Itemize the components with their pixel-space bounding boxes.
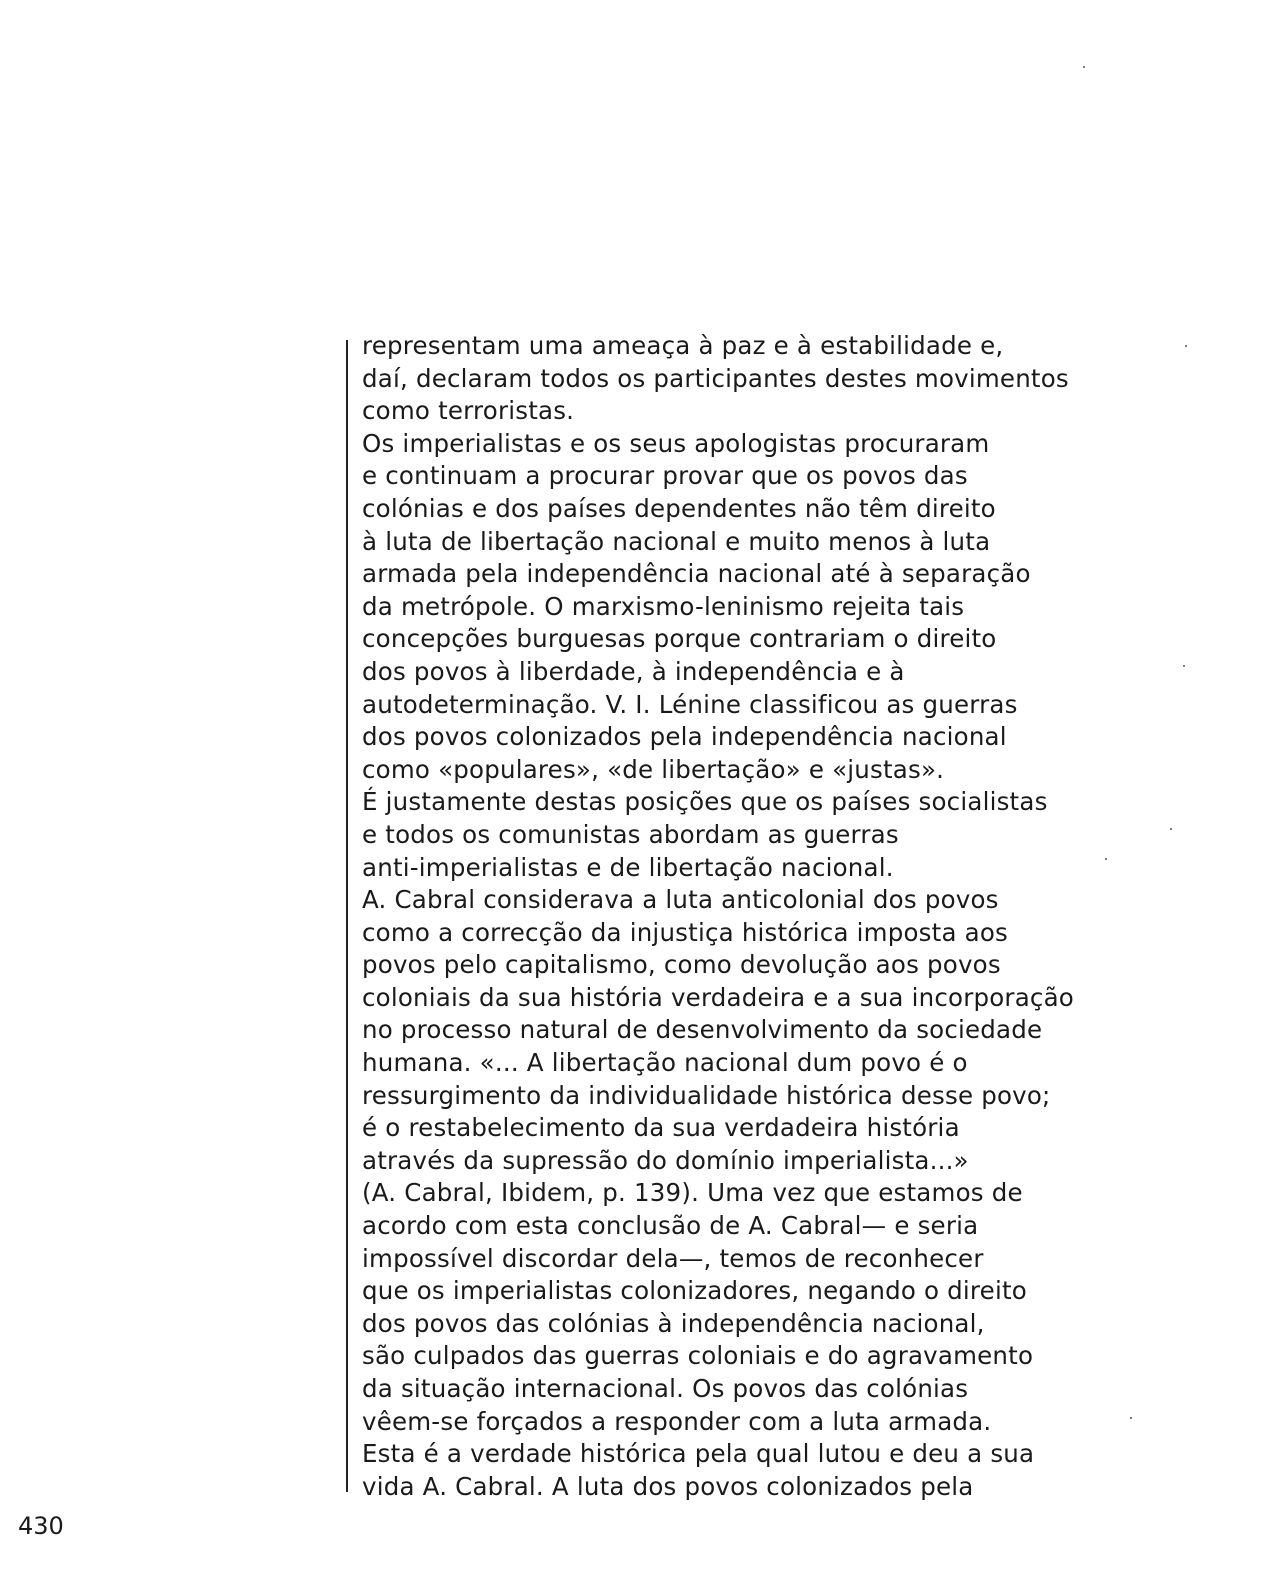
text-line: Os imperialistas e os seus apologistas procuraram [362, 428, 990, 458]
text-line: acordo com esta conclusão de A. Cabral— e seria [362, 1211, 979, 1241]
text-line: É justamente destas posições que os países socialistas [362, 787, 1048, 817]
scan-speck [1185, 345, 1187, 347]
text-line: como a correcção da injustiça histórica imposta aos [362, 917, 1009, 947]
text-line: Esta é a verdade histórica pela qual lutou e deu a sua [362, 1439, 1035, 1469]
text-line: como «populares», «de libertação» e «justas». [362, 754, 945, 784]
text-line: são culpados das guerras coloniais e do agravamento [362, 1341, 1034, 1371]
text-line: e continuam a procurar provar que os povos das [362, 461, 968, 491]
text-line: coloniais da sua história verdadeira e a sua incorporação [362, 982, 1074, 1012]
scan-speck [1170, 828, 1172, 830]
text-line: ressurgimento da individualidade histórica desse povo; [362, 1080, 1051, 1110]
text-line: representam uma ameaça à paz e à estabilidade e, [362, 331, 1004, 360]
text-line: como terroristas. [362, 396, 575, 426]
text-line: anti-imperialistas e de libertação nacional. [362, 852, 894, 882]
text-line: da situação internacional. Os povos das colónias [362, 1374, 969, 1403]
text-line: colónias e dos países dependentes não têm direito [362, 493, 996, 523]
text-line: povos pelo capitalismo, como devolução aos povos [362, 950, 1001, 980]
text-line: impossível discordar dela—, temos de reconhecer [362, 1243, 984, 1273]
scan-speck [1083, 66, 1085, 68]
text-line: concepções burguesas porque contrariam o direito [362, 624, 997, 654]
text-line: da metrópole. O marxismo-leninismo rejeita tais [362, 591, 965, 621]
text-line: dos povos à liberdade, à independência e à [362, 656, 905, 686]
text-line: (A. Cabral, Ibidem, p. 139). Uma vez que estamos de [362, 1178, 1023, 1208]
scan-speck [1130, 1417, 1132, 1419]
text-line: dos povos colonizados pela independência nacional [362, 722, 1007, 752]
text-line: humana. «... A libertação nacional dum povo é o [362, 1048, 968, 1078]
text-line: vêem-se forçados a responder com a luta armada. [362, 1406, 992, 1436]
text-line: daí, declaram todos os participantes destes movimentos [362, 363, 1069, 393]
page-number: 430 [18, 1512, 64, 1540]
text-line: através da supressão do domínio imperialista...» [362, 1145, 969, 1175]
text-line: no processo natural de desenvolvimento da sociedade [362, 1015, 1043, 1045]
text-line: dos povos das colónias à independência nacional, [362, 1308, 985, 1338]
text-line: A. Cabral considerava a luta anticolonial dos povos [362, 885, 999, 915]
text-line: armada pela independência nacional até à separação [362, 559, 1031, 589]
scan-speck [1105, 858, 1107, 860]
text-line: e todos os comunistas abordam as guerras [362, 819, 899, 849]
body-text [362, 330, 1202, 1503]
column-rule [346, 340, 348, 1492]
text-line: autodeterminação. V. I. Lénine classificou as guerras [362, 689, 1018, 719]
text-line: à luta de libertação nacional e muito menos à luta [362, 526, 991, 556]
scan-speck [1183, 665, 1185, 667]
text-line: vida A. Cabral. A luta dos povos colonizados pela [362, 1471, 974, 1501]
text-line: que os imperialistas colonizadores, negando o direito [362, 1276, 1027, 1306]
text-line: é o restabelecimento da sua verdadeira história [362, 1113, 960, 1143]
